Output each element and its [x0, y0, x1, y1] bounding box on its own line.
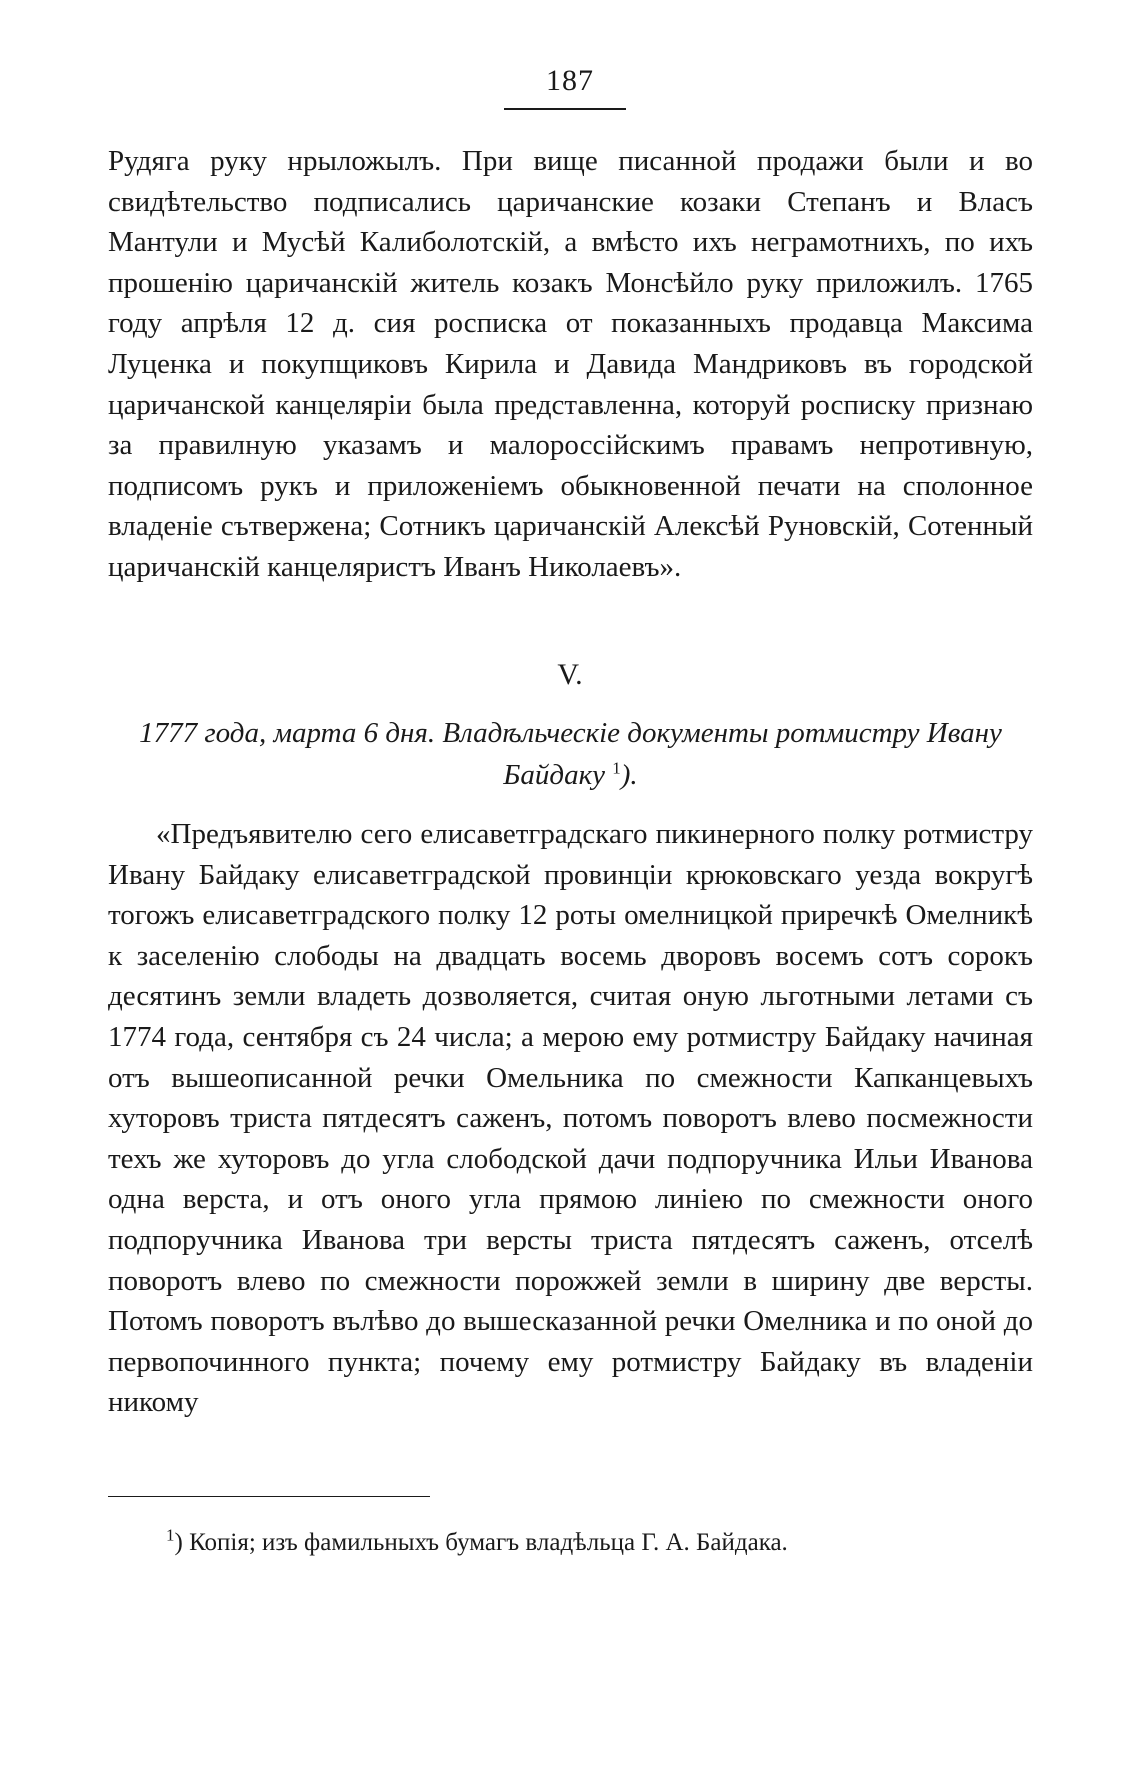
document-body-paragraph: «Предъявителю сего елисаветградскаго пикинерного полку ротмистру Ивану Байдаку елисаветградской провинціи крюковскаго уезда вокругѣ тогожъ елисаветградского полку 12 роты омелницкой приречкѣ Омелникѣ к заселенію слободы на двадцать восемь дворовъ восемъ сотъ сорокъ десятинъ земли владеть дозволяется, считая оную льготными летами съ 1774 года, сентября съ 24 числа; а мерою ему ротмистру Байдаку начиная отъ вышеописанной речки Омельника по смежности Капканцевыхъ хуторовъ триста пятдесятъ саженъ, потомъ поворотъ влево посмежности техъ же хуторовъ до угла слободской дачи подпоручника Ильи Иванова одна верста, и отъ оного угла прямою линіею по смежности оного подпоручника Иванова три версты триста пятдесятъ саженъ, отселѣ поворотъ влево по смежности порожжей земли в ширину две версты. Потомъ поворотъ вълѣво до вышесказанной речки Омелника и по оной до первопочинного пункта; почему ему ротмистру Байдаку въ владеніи никому [108, 818, 1033, 1419]
footnote-reference-close: ). [620, 759, 638, 791]
section-number: V. [557, 658, 583, 691]
page-number-underline [504, 108, 626, 110]
footnote-marker-close: ) [174, 1529, 183, 1556]
page-number: 187 [546, 64, 594, 97]
section-heading [108, 712, 1033, 796]
paragraph-continued: Рудяга руку нрыложылъ. При вище писанной продажи были и во свидѣтельство подписались царичанские козаки Степанъ и Власъ Мантули и Мусѣй Калиболотскій, а вмѣсто ихъ неграмотнихъ, по ихъ прошенію царичанскій житель козакъ Монсѣйло руку приложилъ. 1765 году апрѣля 12 д. сия росписка от показанныхъ продавца Максима Луценка и покупщиковъ Кирила и Давида Мандриковъ въ городской царичанской канцеляріи была представленна, которуй роспиcку признаю за правилную указамъ и малороссійскимъ правамъ непротивную, подписомъ рукъ и приложеніемъ обыкновенной печати на сполонное владеніе сътвержена; Сотникъ царичанскій Алексѣй Руновскій, Сотенный царичанскій канцеляристъ Иванъ Николаевъ». [108, 145, 1033, 583]
section-heading-text: 1777 года, марта 6 дня. Владѣльческіе документы ротмистру Ивану Байдаку [139, 717, 1002, 791]
footnote-text: Копія; изъ фамильныхъ бумагъ владѣльца Г. А. Байдака. [189, 1529, 788, 1556]
footnote-reference: 1 [612, 758, 621, 778]
footnote-marker: 1 [166, 1525, 175, 1545]
footnote [166, 1526, 1036, 1560]
footnote-separator [108, 1496, 430, 1497]
